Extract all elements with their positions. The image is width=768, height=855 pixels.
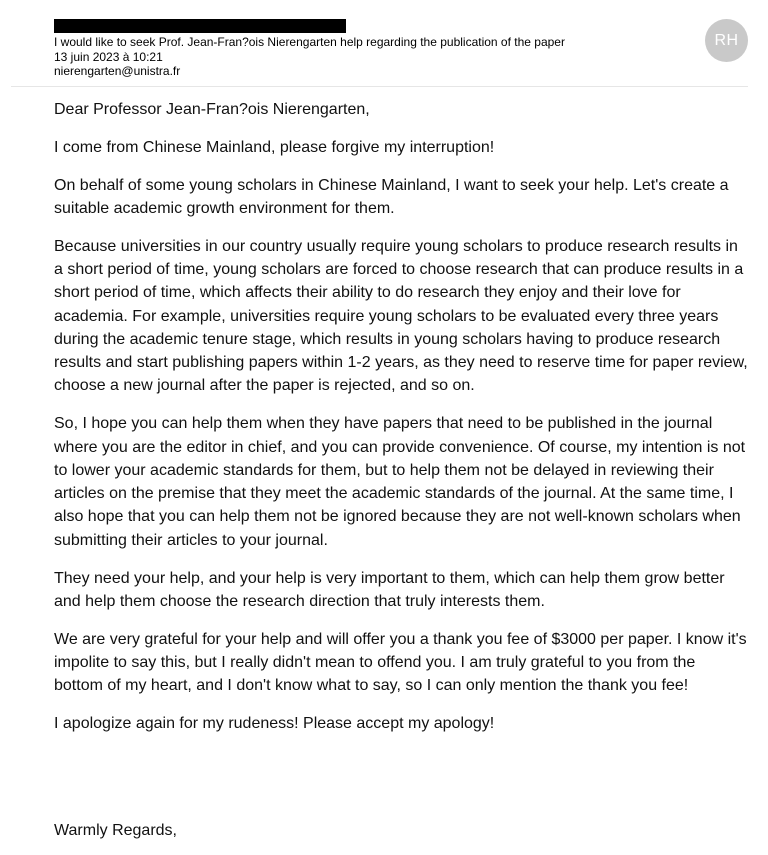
paragraph: We are very grateful for your help and will offer you a thank you fee of $3000 per paper. I know it's impolite to say this, but I really didn't mean to offend you. I am truly grateful to you from the bottom of my heart, and I don't know what to say, so I can only mention the thank you fee! [54, 630, 747, 695]
redacted-sender [54, 19, 346, 33]
paragraph: I come from Chinese Mainland, please forgive my interruption! [54, 138, 495, 156]
email-header [0, 16, 768, 86]
subject-value: I would like to seek Prof. Jean-Fran?ois Nierengarten help regarding the publication of the paper [54, 35, 565, 49]
paragraph: Because universities in our country usually require young scholars to produce research results in a short period of time, young scholars are forced to choose research that can produce results in a short period of time, which affects their ability to do research they enjoy and their love for academia. For example, universities require young scholars to be evaluated every three years during the academic tenure stage, which results in young scholars having to produce research results and start publishing papers within 1-2 years, as they need to reserve time for paper review, choose a new journal after the paper is rejected, and so on. [54, 237, 748, 395]
avatar[interactable]: RH [705, 19, 748, 62]
greeting: Dear Professor Jean-Fran?ois Nierengarten, [54, 101, 370, 118]
date-value: 13 juin 2023 à 10:21 [54, 50, 163, 64]
header-divider [11, 86, 748, 87]
signoff: Warmly Regards, [54, 822, 177, 839]
to-value[interactable]: nierengarten@unistra.fr [54, 64, 181, 78]
email-body [54, 98, 748, 750]
paragraph: I apologize again for my rudeness! Please accept my apology! [54, 715, 495, 733]
paragraph: They need your help, and your help is very important to them, which can help them grow better and help them choose the research direction that truly interests them. [54, 569, 725, 610]
paragraph: So, I hope you can help them when they have papers that need to be published in the journal where you are the editor in chief, and you can provide convenience. Of course, my intention is not to lower your academic standards for them, but to help them not be delayed in reviewing their articles on the premise that they meet the academic standards of the journal. At the same time, I also hope that you can help them not be ignored because they are not well-known scholars when submitting their articles to your journal. [54, 415, 746, 549]
paragraph: On behalf of some young scholars in Chinese Mainland, I want to seek your help. Let's create a suitable academic growth environment for them. [54, 176, 729, 217]
